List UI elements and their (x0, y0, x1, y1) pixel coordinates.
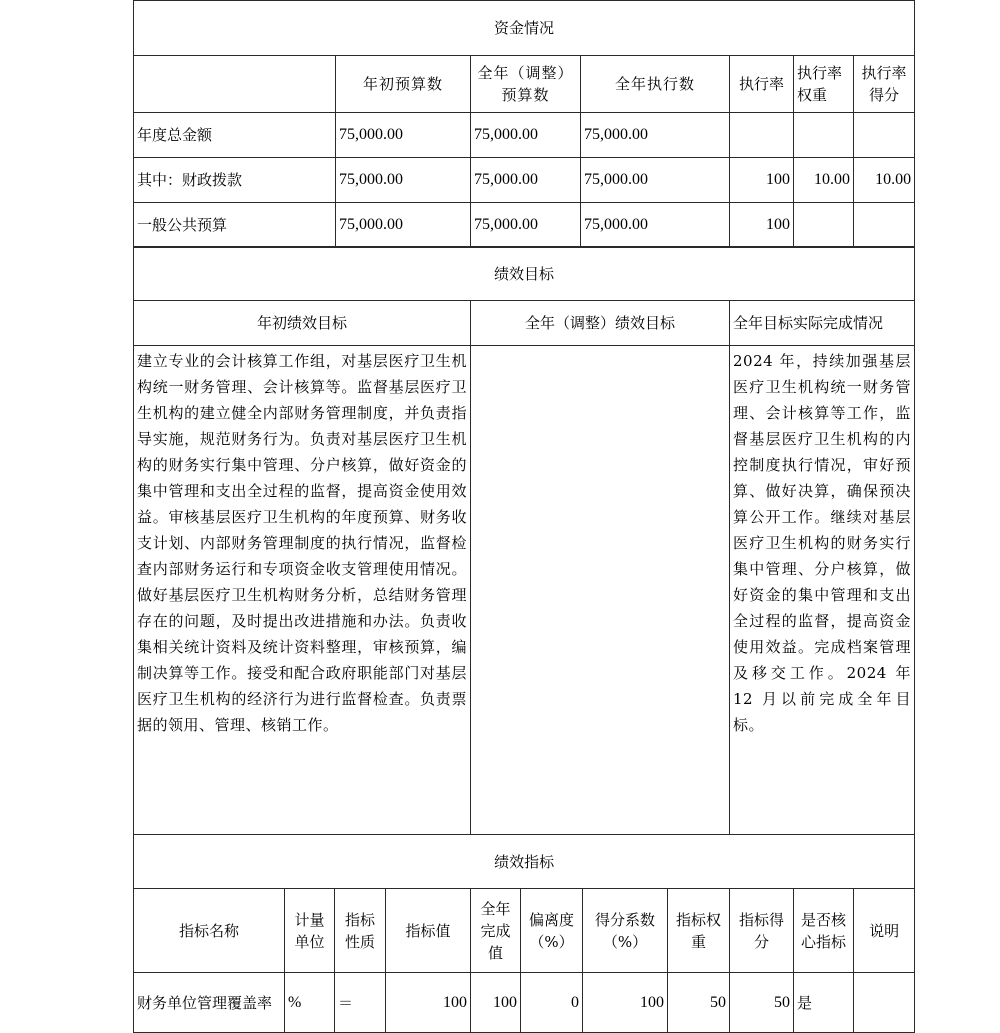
indicator-deviation: 0 (521, 973, 583, 1033)
header-executed: 全年执行数 (581, 56, 730, 113)
initial-budget: 75,000.00 (336, 158, 471, 203)
executed: 75,000.00 (581, 113, 730, 158)
header-adjusted-goal: 全年（调整）绩效目标 (471, 301, 730, 346)
header-indicator-name: 指标名称 (134, 889, 285, 973)
indicator-nature: ＝ (335, 973, 386, 1033)
actual-completion-text: 2024 年，持续加强基层医疗卫生机构统一财务管理、会计核算等工作，监督基层医疗卫生机构的内控制度执行情况，审好预算、做好决算，确保预决算公开工作。继续对基层医疗卫生机构的财务实行集中管理、分户核算，做好资金的集中管理和支出全过程的监督，提高资金使用效益。完成档案管理及移交工作。2024 年 12 月以前完成全年目标。 (730, 346, 915, 835)
indicator-actual: 100 (471, 973, 521, 1033)
header-adjusted-budget: 全年（调整）预算数 (471, 56, 581, 113)
row-label: 年度总金额 (134, 113, 336, 158)
adjusted-budget: 75,000.00 (471, 203, 581, 248)
weight (794, 113, 854, 158)
header-deviation: 偏离度（%） (521, 889, 583, 973)
row-label: 其中：财政拨款 (134, 158, 336, 203)
goals-table (133, 246, 915, 835)
rate (730, 113, 794, 158)
indicator-note (854, 973, 915, 1033)
funds-table (133, 0, 915, 248)
header-coefficient: 得分系数（%） (583, 889, 668, 973)
header-rate-score: 执行率得分 (854, 56, 915, 113)
rate: 100 (730, 203, 794, 248)
indicator-name: 财务单位管理覆盖率 (134, 973, 285, 1033)
indicator-target: 100 (386, 973, 471, 1033)
header-note: 说明 (854, 889, 915, 973)
header-actual: 全年完成值 (471, 889, 521, 973)
score (854, 203, 915, 248)
score (854, 113, 915, 158)
header-initial-budget: 年初预算数 (336, 56, 471, 113)
header-actual-completion: 全年目标实际完成情况 (730, 301, 915, 346)
funds-header-blank (134, 56, 336, 113)
adjusted-goal-text (471, 346, 730, 835)
executed: 75,000.00 (581, 203, 730, 248)
table-row (134, 203, 915, 248)
weight: 10.00 (794, 158, 854, 203)
rate: 100 (730, 158, 794, 203)
adjusted-budget: 75,000.00 (471, 113, 581, 158)
indicators-section-title: 绩效指标 (134, 835, 915, 889)
score: 10.00 (854, 158, 915, 203)
header-is-core: 是否核心指标 (794, 889, 854, 973)
indicator-unit: % (285, 973, 335, 1033)
indicator-is-core: 是 (794, 973, 854, 1033)
header-target: 指标值 (386, 889, 471, 973)
adjusted-budget: 75,000.00 (471, 158, 581, 203)
row-label: 一般公共预算 (134, 203, 336, 248)
header-initial-goal: 年初绩效目标 (134, 301, 471, 346)
table-row (134, 158, 915, 203)
executed: 75,000.00 (581, 158, 730, 203)
initial-budget: 75,000.00 (336, 113, 471, 158)
goals-section-title: 绩效目标 (134, 247, 915, 301)
header-rate-weight: 执行率权重 (794, 56, 854, 113)
header-unit: 计量单位 (285, 889, 335, 973)
header-rate: 执行率 (730, 56, 794, 113)
indicators-table (133, 834, 915, 1033)
header-weight: 指标权重 (668, 889, 730, 973)
indicator-score: 50 (730, 973, 794, 1033)
indicator-coefficient: 100 (583, 973, 668, 1033)
initial-budget: 75,000.00 (336, 203, 471, 248)
header-score: 指标得分 (730, 889, 794, 973)
indicator-weight: 50 (668, 973, 730, 1033)
header-nature: 指标性质 (335, 889, 386, 973)
funds-section-title: 资金情况 (134, 1, 915, 56)
table-row (134, 113, 915, 158)
table-row (134, 973, 915, 1033)
weight (794, 203, 854, 248)
initial-goal-text: 建立专业的会计核算工作组，对基层医疗卫生机构统一财务管理、会计核算等。监督基层医疗卫生机构的建立健全内部财务管理制度，并负责指导实施，规范财务行为。负责对基层医疗卫生机构的财务实行集中管理、分户核算，做好资金的集中管理和支出全过程的监督，提高资金使用效益。审核基层医疗卫生机构的年度预算、财务收支计划、内部财务管理制度的执行情况，监督检查内部财务运行和专项资金收支管理使用情况。做好基层医疗卫生机构财务分析，总结财务管理存在的问题，及时提出改进措施和办法。负责收集相关统计资料及统计资料整理，审核预算，编制决算等工作。接受和配合政府职能部门对基层医疗卫生机构的经济行为进行监督检查。负责票据的领用、管理、核销工作。 (134, 346, 471, 835)
